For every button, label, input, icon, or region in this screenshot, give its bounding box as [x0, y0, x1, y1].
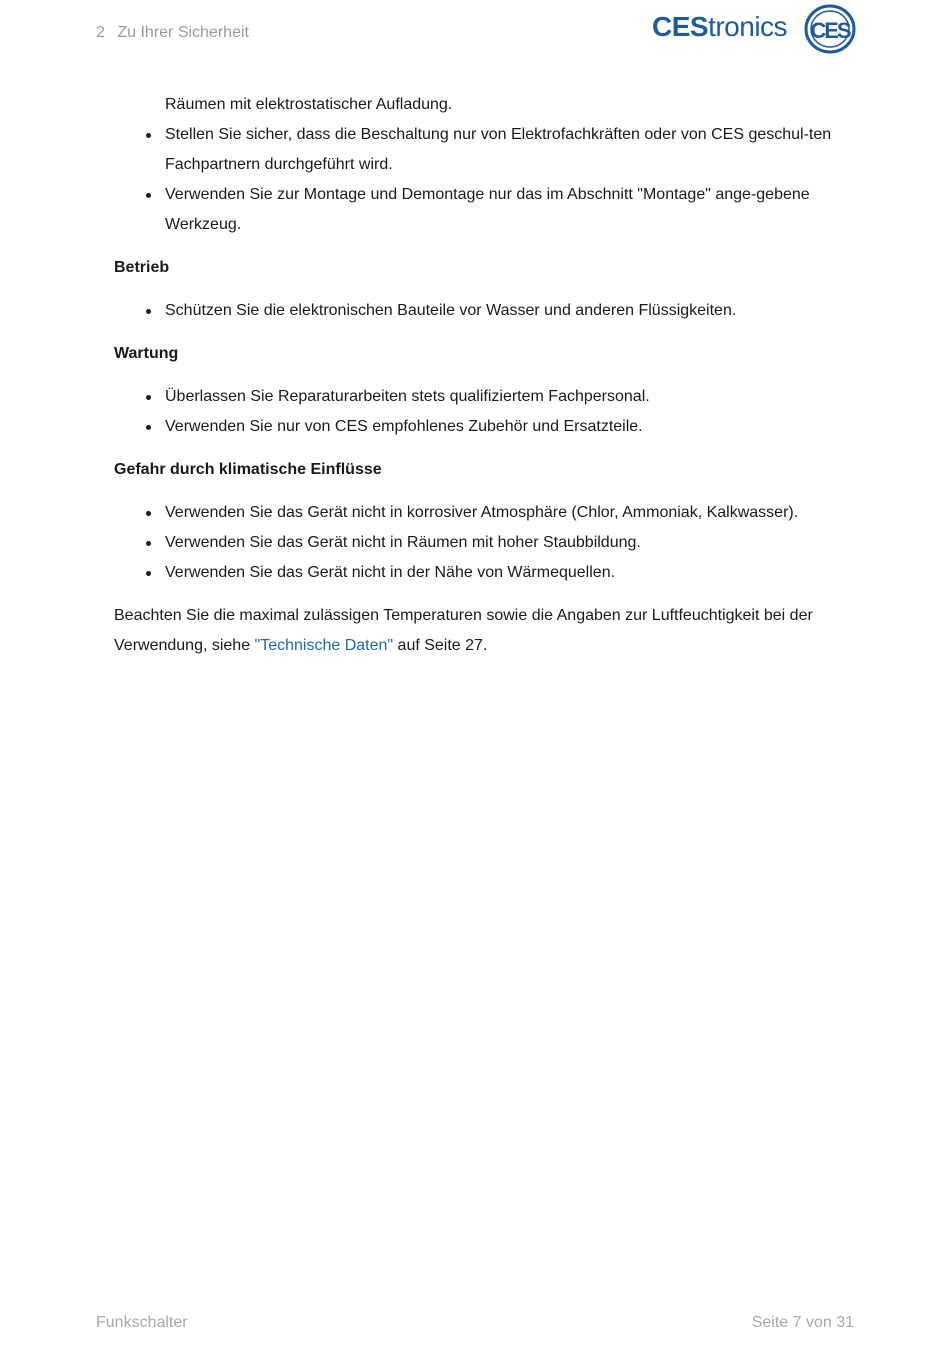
technische-daten-link[interactable]: "Technische Daten" [254, 637, 394, 654]
chapter-number: 2 [96, 24, 105, 41]
logo-emblem-text: CES [810, 18, 850, 43]
running-header [96, 24, 249, 42]
closing-text-after: auf Seite 27. [393, 637, 488, 654]
logo-wordmark-light: tronics [708, 11, 788, 42]
logo-wordmark-bold: CES [652, 11, 709, 42]
list-item [114, 180, 834, 240]
section-heading-climate: Gefahr durch klimatische Einflüsse [114, 461, 382, 478]
footer-page-number: Seite 7 von 31 [751, 1314, 854, 1331]
bullet-icon [146, 395, 151, 400]
list-item-text: Schützen Sie die elektronischen Bauteile vor Wasser und anderen Flüssigkeiten. [165, 302, 737, 319]
list-item-text: Verwenden Sie zur Montage und Demontage nur das im Abschnitt "Montage" ange-gebene Werkzeug. [165, 186, 810, 233]
cestronics-logo [650, 4, 860, 54]
list-item-text: Überlassen Sie Reparaturarbeiten stets qualifiziertem Fachpersonal. [165, 388, 650, 405]
page-content [114, 90, 834, 661]
closing-paragraph [114, 601, 834, 661]
closing-text-before: Beachten Sie die maximal zulässigen Temperaturen sowie die Angaben zur Luftfeuchtigkeit bei der Verwendung, siehe [114, 607, 813, 654]
list-item-text: Verwenden Sie das Gerät nicht in der Nähe von Wärmequellen. [165, 564, 616, 581]
footer-document-name: Funkschalter [96, 1314, 188, 1331]
bullet-icon [146, 425, 151, 430]
section-heading-wartung: Wartung [114, 345, 179, 362]
list-item [114, 558, 834, 588]
ces-emblem-icon [804, 4, 856, 54]
bullet-icon [146, 193, 151, 198]
list-item-text: Verwenden Sie das Gerät nicht in Räumen mit hoher Staubbildung. [165, 534, 641, 551]
list-item [114, 528, 834, 558]
logo-wordmark [652, 11, 787, 43]
bullet-icon [146, 511, 151, 516]
chapter-title: Zu Ihrer Sicherheit [117, 24, 249, 41]
list-item [114, 412, 834, 442]
bullet-icon [146, 309, 151, 314]
section-heading-betrieb: Betrieb [114, 259, 170, 276]
list-item [114, 296, 834, 326]
list-item-text: Verwenden Sie das Gerät nicht in korrosiver Atmosphäre (Chlor, Ammoniak, Kalkwasser). [165, 504, 799, 521]
intro-continuation: Räumen mit elektrostatischer Aufladung. [165, 96, 453, 113]
list-item [114, 382, 834, 412]
bullet-icon [146, 571, 151, 576]
list-item [114, 120, 834, 180]
list-item-text: Stellen Sie sicher, dass die Beschaltung nur von Elektrofachkräften oder von CES geschul-ten Fachpartnern durchgeführt wird. [165, 126, 832, 173]
bullet-icon [146, 133, 151, 138]
bullet-icon [146, 541, 151, 546]
list-item [114, 498, 834, 528]
list-item-text: Verwenden Sie nur von CES empfohlenes Zubehör und Ersatzteile. [165, 418, 643, 435]
